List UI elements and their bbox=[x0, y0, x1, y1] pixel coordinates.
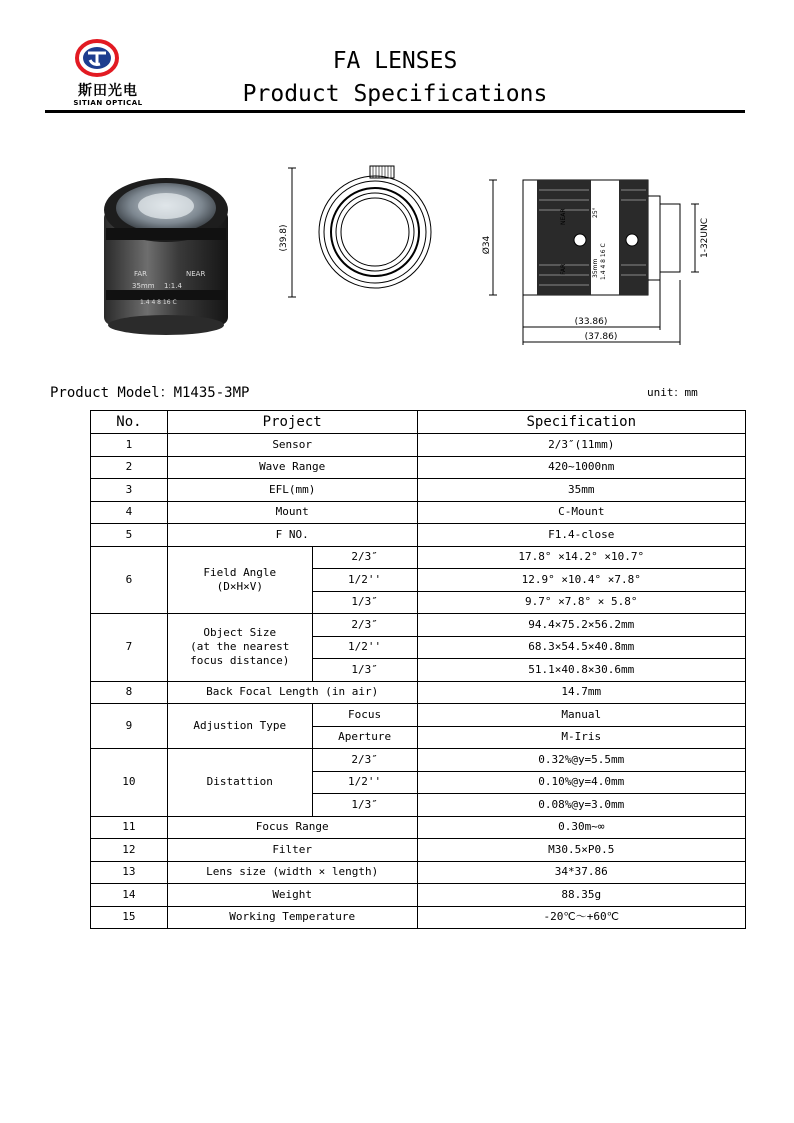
cell-project-line: Object Size bbox=[203, 626, 277, 640]
cell-spec: Manual bbox=[417, 704, 745, 727]
cell-spec: M30.5×P0.5 bbox=[417, 839, 745, 862]
cell-no: 15 bbox=[91, 906, 168, 929]
side-scale: 1.4 4 8 16 C bbox=[600, 243, 607, 280]
side-mark: 25° bbox=[592, 207, 599, 218]
cell-spec: 420~1000nm bbox=[417, 456, 745, 479]
cell-project bbox=[167, 704, 312, 749]
cell-spec: 9.7° ×7.8° × 5.8° bbox=[417, 591, 745, 614]
brand-name-cn: 斯田光电 bbox=[78, 83, 138, 99]
cell-project: Mount bbox=[167, 501, 417, 524]
cell-spec: C-Mount bbox=[417, 501, 745, 524]
cell-spec: 14.7mm bbox=[417, 681, 745, 704]
table-row bbox=[91, 456, 746, 479]
cell-spec: 2/3″(11mm) bbox=[417, 434, 745, 457]
cell-spec: 17.8° ×14.2° ×10.7° bbox=[417, 546, 745, 569]
cell-subitem: 1/2'' bbox=[312, 771, 417, 794]
cell-project: Lens size (width × length) bbox=[167, 861, 417, 884]
brand-name-en: SITIAN OPTICAL bbox=[73, 99, 143, 107]
photo-focal: 35mm bbox=[132, 282, 155, 290]
cell-no: 12 bbox=[91, 839, 168, 862]
doc-subtitle: Product Specifications bbox=[242, 81, 548, 107]
cell-project: Wave Range bbox=[167, 456, 417, 479]
cell-no: 5 bbox=[91, 524, 168, 547]
cell-project: F NO. bbox=[167, 524, 417, 547]
cell-spec: 35mm bbox=[417, 479, 745, 502]
cell-no: 2 bbox=[91, 456, 168, 479]
cell-project bbox=[167, 749, 312, 817]
front-view-drawing bbox=[280, 160, 460, 305]
cell-subitem: 1/2'' bbox=[312, 569, 417, 592]
cell-spec: 0.30m~∞ bbox=[417, 816, 745, 839]
cell-project: Focus Range bbox=[167, 816, 417, 839]
cell-no: 3 bbox=[91, 479, 168, 502]
table-row bbox=[91, 501, 746, 524]
table-row bbox=[91, 884, 746, 907]
cell-project: Filter bbox=[167, 839, 417, 862]
table-row bbox=[91, 614, 746, 637]
cell-no: 8 bbox=[91, 681, 168, 704]
cell-project: EFL(mm) bbox=[167, 479, 417, 502]
brand-name bbox=[58, 80, 158, 107]
cell-subitem: 1/3″ bbox=[312, 659, 417, 682]
cell-no: 1 bbox=[91, 434, 168, 457]
cell-no: 11 bbox=[91, 816, 168, 839]
table-row bbox=[91, 861, 746, 884]
cell-no: 6 bbox=[91, 546, 168, 614]
cell-subitem: 2/3″ bbox=[312, 749, 417, 772]
cell-subitem: Aperture bbox=[312, 726, 417, 749]
cell-subitem: 1/3″ bbox=[312, 794, 417, 817]
cell-project bbox=[167, 546, 312, 614]
cell-project-line: (D×H×V) bbox=[216, 579, 263, 593]
cell-spec: 94.4×75.2×56.2mm bbox=[417, 614, 745, 637]
cell-no: 7 bbox=[91, 614, 168, 682]
side-far: FAR bbox=[560, 263, 567, 275]
thread-label: 1-32UNC bbox=[700, 217, 710, 259]
cell-project-line: Adjustion Type bbox=[193, 719, 287, 732]
header-project: Project bbox=[167, 411, 417, 434]
photo-far: FAR bbox=[134, 270, 148, 278]
header-divider bbox=[45, 110, 745, 113]
table-row bbox=[91, 524, 746, 547]
side-focal: 35mm bbox=[592, 258, 599, 278]
cell-no: 13 bbox=[91, 861, 168, 884]
table-row bbox=[91, 479, 746, 502]
product-model: Product Model：M1435-3MP bbox=[50, 385, 250, 401]
cell-spec: 0.10%@y=4.0mm bbox=[417, 771, 745, 794]
len-inner-label: (33.86) bbox=[574, 317, 608, 327]
cell-no: 14 bbox=[91, 884, 168, 907]
cell-project-line: Field Angle bbox=[203, 565, 277, 579]
spec-table bbox=[90, 410, 746, 929]
table-row bbox=[91, 749, 746, 772]
table-row bbox=[91, 816, 746, 839]
doc-title: FA LENSES bbox=[332, 48, 458, 74]
side-diameter-label: Ø34 bbox=[482, 235, 492, 255]
cell-subitem: 1/3″ bbox=[312, 591, 417, 614]
cell-spec: 51.1×40.8×30.6mm bbox=[417, 659, 745, 682]
table-row bbox=[91, 546, 746, 569]
cell-spec: 34*37.86 bbox=[417, 861, 745, 884]
cell-spec: 0.32%@y=5.5mm bbox=[417, 749, 745, 772]
table-header-row bbox=[91, 411, 746, 434]
table-row bbox=[91, 839, 746, 862]
cell-spec: 68.3×54.5×40.8mm bbox=[417, 636, 745, 659]
front-dim-label: (39.8) bbox=[279, 224, 289, 252]
cell-no: 9 bbox=[91, 704, 168, 749]
cell-project: Back Focal Length (in air) bbox=[167, 681, 417, 704]
cell-spec: 12.9° ×10.4° ×7.8° bbox=[417, 569, 745, 592]
cell-subitem: 2/3″ bbox=[312, 614, 417, 637]
cell-project-line: Distattion bbox=[206, 775, 273, 789]
cell-spec: -20℃～+60℃ bbox=[417, 906, 745, 929]
cell-spec: F1.4-close bbox=[417, 524, 745, 547]
len-outer-label: (37.86) bbox=[584, 332, 618, 342]
table-row bbox=[91, 681, 746, 704]
cell-subitem: 1/2'' bbox=[312, 636, 417, 659]
unit-label: unit：mm bbox=[647, 386, 698, 399]
cell-project-line: (at the nearest bbox=[190, 640, 290, 654]
cell-subitem: 2/3″ bbox=[312, 546, 417, 569]
photo-fno: 1:1.4 bbox=[164, 282, 182, 290]
cell-spec: 88.35g bbox=[417, 884, 745, 907]
table-row bbox=[91, 434, 746, 457]
cell-spec: 0.08%@y=3.0mm bbox=[417, 794, 745, 817]
header-no: No. bbox=[91, 411, 168, 434]
cell-no: 4 bbox=[91, 501, 168, 524]
side-view-drawing bbox=[482, 170, 715, 350]
cell-project bbox=[167, 614, 312, 682]
photo-near: NEAR bbox=[186, 270, 206, 278]
photo-scale: 1.4 4 8 16 C bbox=[140, 299, 177, 306]
cell-subitem: Focus bbox=[312, 704, 417, 727]
table-row bbox=[91, 704, 746, 727]
cell-project-line: focus distance) bbox=[190, 654, 290, 668]
cell-project: Working Temperature bbox=[167, 906, 417, 929]
table-row bbox=[91, 906, 746, 929]
cell-project: Sensor bbox=[167, 434, 417, 457]
side-near: NEAR bbox=[560, 208, 567, 225]
header-specification: Specification bbox=[417, 411, 745, 434]
cell-project: Weight bbox=[167, 884, 417, 907]
cell-no: 10 bbox=[91, 749, 168, 817]
cell-spec: M-Iris bbox=[417, 726, 745, 749]
lens-photo bbox=[96, 170, 236, 340]
